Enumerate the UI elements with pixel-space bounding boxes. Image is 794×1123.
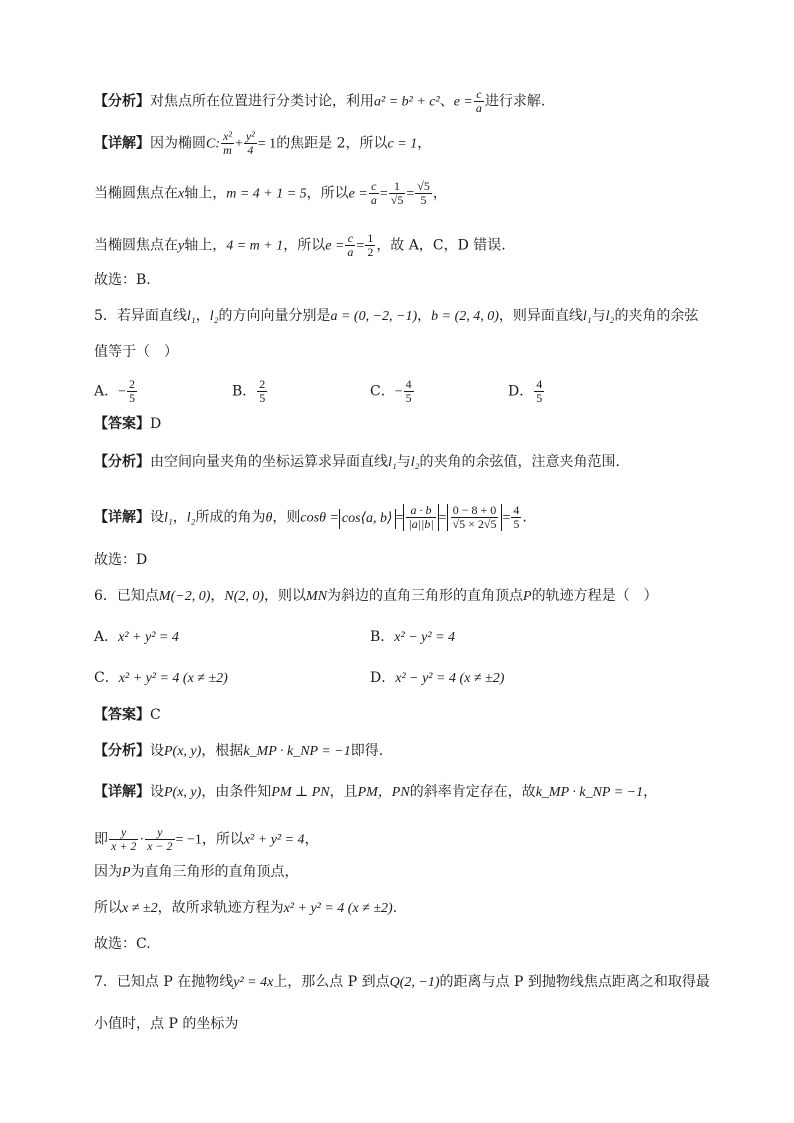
- selection-q5: 故选：D: [94, 552, 148, 568]
- fraction: $\frac{√5}{5}$: [417, 179, 430, 207]
- option-b-q5: B． $\frac{2}{5}$: [232, 377, 266, 405]
- fraction: $\frac{a \cdot b}{|a||b|}$: [408, 503, 434, 531]
- option-b-q6: B．x² − y² = 4: [370, 629, 456, 645]
- option-a-q5: A．− $\frac{2}{5}$: [94, 377, 136, 405]
- fraction: $\frac{c}{a}$: [347, 231, 354, 259]
- question-5-line2: 值等于（ ）: [94, 344, 178, 360]
- answer-q6: 【答案】C: [94, 707, 161, 723]
- question-5: 5．若异面直线l₁，l₂的方向向量分别是a = (0, −2, −1)，b = (2, 4, 0)，则异面直线l₁与l₂的夹角的余弦: [94, 308, 699, 324]
- detail-q6: 【详解】设P(x, y)，由条件知PM ⊥ PN，且PM，PN的斜率肯定存在，故k_MP · k_NP = −1，: [94, 784, 658, 800]
- fraction: $\frac{y}{x - 2}$: [147, 825, 173, 853]
- fraction: $\frac{y}{x + 2}$: [111, 825, 137, 853]
- fraction: $\frac{\text{y²}}{4}$: [245, 129, 255, 157]
- fraction: $\frac{c}{a}$: [370, 179, 377, 207]
- question-7: 7．已知点 P 在抛物线y² = 4x上，那么点 P 到点Q(2, −1)的距离与点 P 到抛物线焦点距离之和取得最: [94, 974, 710, 990]
- fraction: $\frac{2}{5}$: [259, 377, 266, 405]
- detail-q6-line3: 因为P为直角三角形的直角顶点，: [94, 864, 299, 880]
- detail-q5: 【详解】设l₁，l₂所成的角为θ，则cosθ = cos⟨a, b⟩ = $\frac{a \cdot b}{|a||b|}$ = $\frac{0 - 8 + 0}{√5 \times 2√5}$ = $\frac{4}{5}$ .: [94, 503, 527, 531]
- question-6: 6．已知点M(−2, 0)，N(2, 0)，则以MN为斜边的直角三角形的直角顶点P的轨迹方程是（ ）: [94, 588, 658, 604]
- fraction: $\frac{\text{x²}}{m}$: [223, 129, 232, 157]
- fraction: $\frac{1}{2}$: [367, 231, 374, 259]
- option-d-q5: D． $\frac{4}{5}$: [508, 377, 543, 405]
- analysis-q6: 【分析】设P(x, y)，根据k_MP · k_NP = −1即得.: [94, 743, 384, 759]
- question-7-line2: 小值时，点 P 的坐标为: [94, 1016, 239, 1032]
- fraction: $\frac{4}{5}$: [405, 377, 412, 405]
- detail-line-x-axis: 当椭圆焦点在x轴上，m = 4 + 1 = 5，所以e = $\frac{c}{a}$ = $\frac{1}{√5}$ = $\frac{√5}{5}$ ，: [94, 179, 447, 207]
- fraction: $\frac{2}{5}$: [129, 377, 136, 405]
- selection-q4: 故选：B.: [94, 272, 151, 288]
- detail-q6-line4: 所以x ≠ ±2，故所求轨迹方程为x² + y² = 4 (x ≠ ±2).: [94, 900, 398, 916]
- option-d-q6: D．x² − y² = 4 (x ≠ ±2): [370, 670, 505, 686]
- fraction: $\frac{4}{5}$: [513, 503, 520, 531]
- detail-line-y-axis: 当椭圆焦点在y轴上，4 = m + 1，所以e = $\frac{c}{a}$ = $\frac{1}{2}$ ，故 A，C，D 错误.: [94, 231, 506, 259]
- option-a-q6: A．x² + y² = 4: [94, 629, 179, 645]
- fraction: $\frac{4}{5}$: [536, 377, 543, 405]
- detail-q6-line2: 即 $\frac{y}{x + 2}$ · $\frac{y}{x - 2}$ = −1，所以x² + y² = 4，: [94, 825, 319, 853]
- analysis-line-q4: 【分析】对焦点所在位置进行分类讨论，利用a² = b² + c²、e = $\frac{c}{a}$ 进行求解.: [94, 87, 546, 115]
- option-c-q6: C．x² + y² = 4 (x ≠ ±2): [94, 670, 228, 686]
- selection-q6: 故选：C.: [94, 936, 151, 952]
- fraction: $\frac{0 - 8 + 0}{√5 \times 2√5}$: [452, 503, 497, 531]
- fraction: $\frac{c}{a}$: [475, 87, 482, 115]
- option-c-q5: C．− $\frac{4}{5}$: [370, 377, 412, 405]
- detail-line-q4: 【详解】因为椭圆C: $\frac{\text{x²}}{m}$ + $\frac{\text{y²}}{4}$ = 1的焦距是 2，所以c = 1，: [94, 129, 432, 157]
- fraction: $\frac{1}{√5}$: [390, 179, 404, 207]
- analysis-q5: 【分析】由空间向量夹角的坐标运算求异面直线l₁与l₂的夹角的余弦值，注意夹角范围.: [94, 454, 620, 470]
- answer-q5: 【答案】D: [94, 416, 162, 432]
